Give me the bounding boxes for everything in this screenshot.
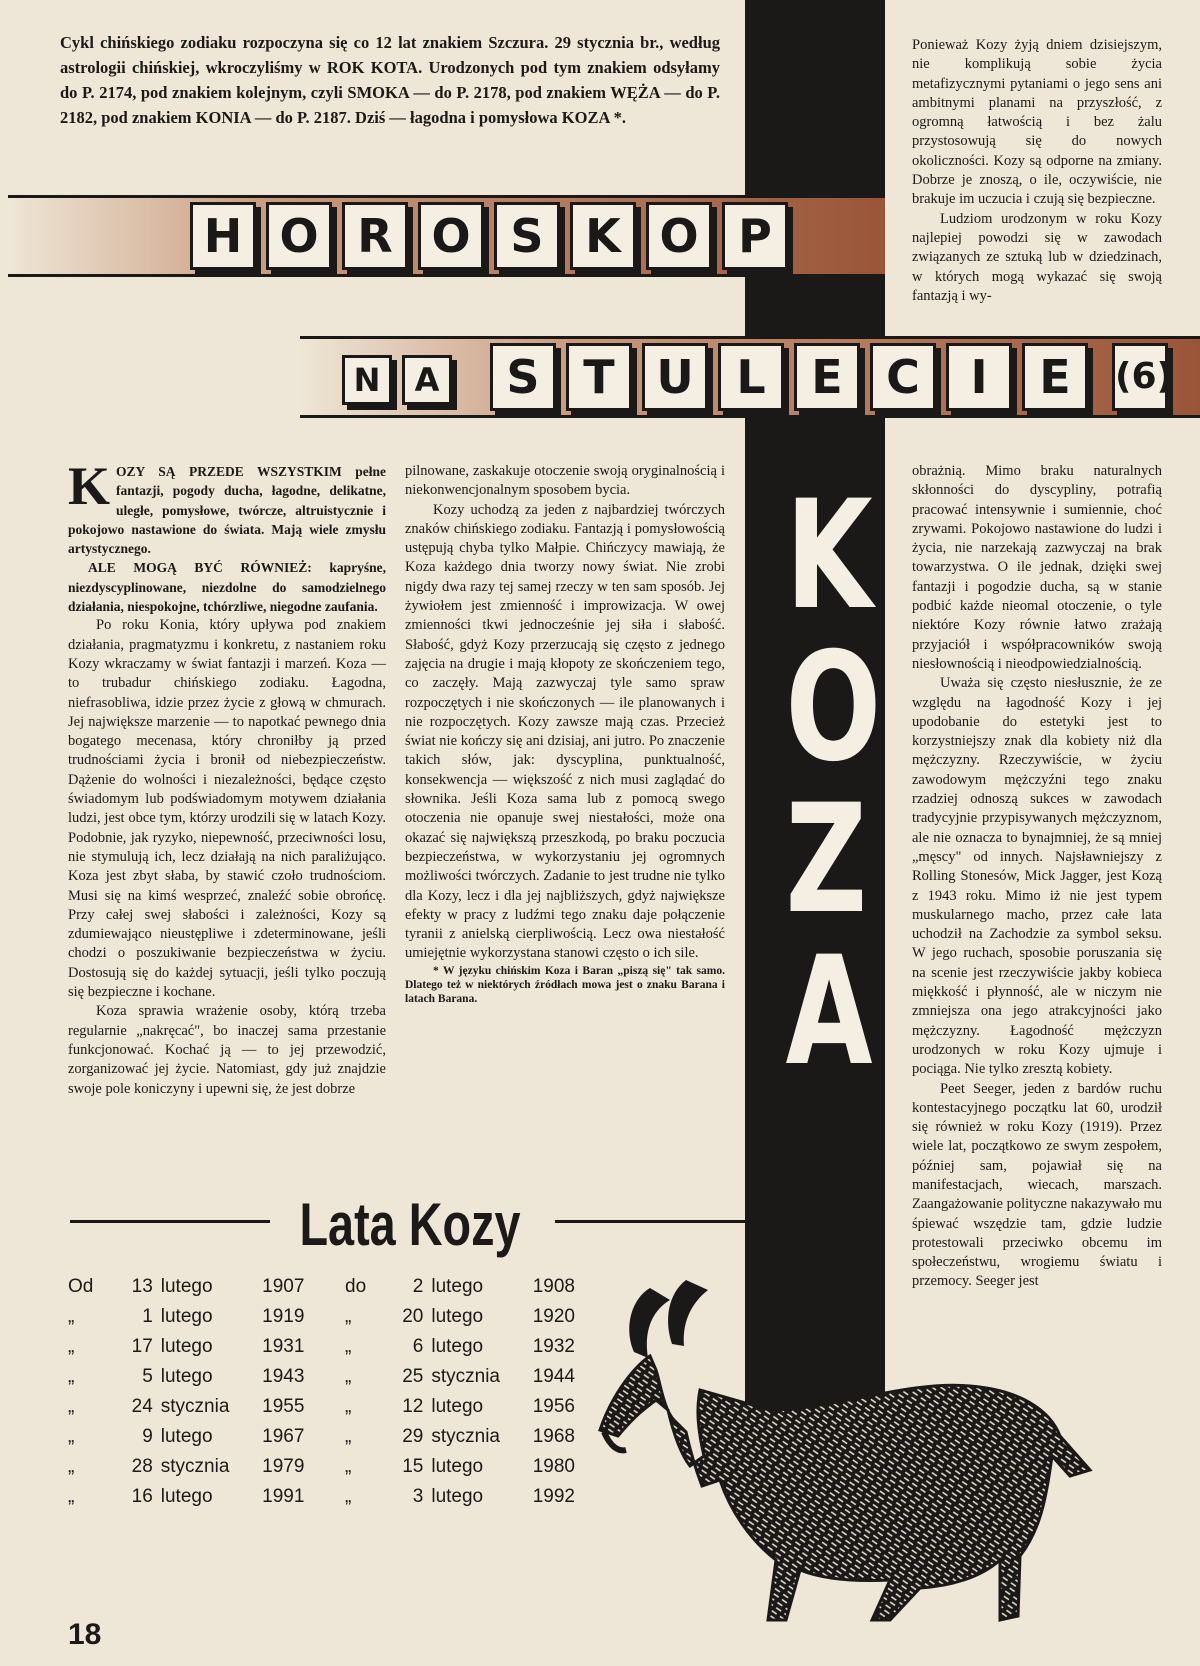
years-cell-m2: lutego bbox=[431, 1276, 484, 1297]
title-stulecie-letter: L bbox=[718, 343, 784, 411]
years-cell-y1: 1919 bbox=[262, 1306, 305, 1327]
years-cell-d2: 6 bbox=[412, 1336, 424, 1357]
koza-letter: A bbox=[785, 925, 873, 1099]
years-cell-od: „ bbox=[68, 1306, 75, 1327]
years-cell-d1: 17 bbox=[131, 1336, 153, 1357]
years-cell-y2: 1908 bbox=[532, 1276, 575, 1297]
years-row bbox=[68, 1302, 588, 1332]
years-cell-d2: 3 bbox=[412, 1486, 424, 1507]
years-cell-m1: lutego bbox=[160, 1366, 213, 1387]
years-cell-od: „ bbox=[68, 1336, 75, 1357]
years-cell-y2: 1968 bbox=[532, 1426, 575, 1447]
years-cell-y1: 1991 bbox=[262, 1486, 305, 1507]
years-row bbox=[68, 1452, 588, 1482]
years-cell-y1: 1907 bbox=[262, 1276, 305, 1297]
years-cell-do: „ bbox=[345, 1366, 352, 1387]
article-paragraph: Po roku Konia, który upływa pod znakiem działania, pragmatyzmu i konkretu, z nastaniem roku Kozy wkraczamy w świat fantazji i marzeń. Koza — to trubadur chińskiego zodiaku. Łagodna, niefrasobliwa, idzie przez życie z głową w chmurach. Jej największe marzenie — to napotkać pewnego dnia bogatego mecenasa, który chroniłby ją przed trudnościami życia i bronił od niebezpieczeństw. Dążenie do wolności i niezależności, będące często świadomym lub podświadomym motywem działania ludzi, jest obce tym, którzy urodzili się w latach Kozy. Podobnie, jak ryzyko, niepewność, przeciwności losu, nie stymulują ich, lecz działają na nich paraliżująco. Koza jest zbyt słaba, by stawić czoło trudnościom. Musi się na kimś wesprzeć, znaleźć sobie obrońcę. Przy całej swej słabości i zależności, Kozy są zdumiewająco nieustępliwe i zdeterminowane, jeśli chodzi o poszukiwanie bezpieczeństwa w życiu. Dostosują się do każdej sytuacji, jeśli tylko poczują się bezpieczne i kochane. bbox=[68, 617, 386, 1001]
footnote: * W języku chińskim Koza i Baran „piszą się" tak samo. Dlatego też w niektórych źródłach mowa jest o znaku Barana i latach Barana. bbox=[405, 964, 725, 1005]
years-cell-d2: 12 bbox=[402, 1396, 424, 1417]
years-cell-od: Od bbox=[68, 1276, 94, 1297]
title-band-stulecie bbox=[300, 336, 1200, 418]
years-row bbox=[68, 1392, 588, 1422]
years-cell-m2: lutego bbox=[431, 1456, 484, 1477]
lead-paragraph: OZY SĄ PRZEDE WSZYSTKIM pełne fantazji, pogody ducha, łagodne, delikatne, uległe, pomysłowe, twórcze, altruistycznie i pokojowo nastawione do świata. Mają wiele zmysłu artystycznego. bbox=[68, 464, 386, 557]
years-cell-do: „ bbox=[345, 1486, 352, 1507]
years-cell-m2: stycznia bbox=[431, 1426, 500, 1447]
title-horoskop bbox=[190, 202, 788, 270]
years-cell-do: „ bbox=[345, 1426, 352, 1447]
years-cell-m2: stycznia bbox=[431, 1366, 500, 1387]
years-cell-y2: 1992 bbox=[532, 1486, 575, 1507]
years-cell-y1: 1967 bbox=[262, 1426, 305, 1447]
title-na bbox=[342, 355, 452, 405]
title-issue-number: (6) bbox=[1112, 343, 1168, 411]
title-horoskop-letter: O bbox=[418, 202, 484, 270]
years-cell-od: „ bbox=[68, 1366, 75, 1387]
years-row bbox=[68, 1422, 588, 1452]
years-cell-m2: lutego bbox=[431, 1396, 484, 1417]
years-cell-y2: 1956 bbox=[532, 1396, 575, 1417]
article-column-1 bbox=[68, 456, 386, 1099]
article-paragraph: Koza sprawia wrażenie osoby, którą trzeba regularnie „nakręcać", bo inaczej sama przestanie funkcjonować. Kochać ją — to jej przewodzić, zorganizować jej życie. Natomiast, gdy już znajdzie swoje pole koniczyny i upewni się, że jest dobrze bbox=[68, 1003, 386, 1097]
years-cell-d2: 15 bbox=[402, 1456, 424, 1477]
years-row bbox=[68, 1362, 588, 1392]
koza-letter: Z bbox=[785, 773, 868, 947]
years-cell-do: „ bbox=[345, 1396, 352, 1417]
years-cell-d2: 2 bbox=[412, 1276, 424, 1297]
years-cell-y2: 1932 bbox=[532, 1336, 575, 1357]
title-horoskop-letter: O bbox=[646, 202, 712, 270]
years-cell-y1: 1943 bbox=[262, 1366, 305, 1387]
years-cell-d1: 9 bbox=[142, 1426, 153, 1447]
title-horoskop-letter: O bbox=[266, 202, 332, 270]
article-column-2 bbox=[405, 462, 725, 1006]
title-stulecie-letter: E bbox=[1022, 343, 1088, 411]
years-cell-d1: 13 bbox=[131, 1276, 153, 1297]
right-top-column bbox=[912, 36, 1162, 306]
title-na-letter: A bbox=[402, 355, 452, 405]
article-paragraph: Kozy uchodzą za jeden z najbardziej twórczych znaków chińskiego zodiaku. Fantazją i pomysłowością ustępują chyba tylko Małpie. Chińczycy mawiają, że Koza każdego dnia tworzy nowy świat. Nie zrobi nigdy dwa razy tej samej rzeczy w ten sam sposób. Jej żywiołem jest zmienność i improwizacja. W owej zmienności tkwi jednocześnie jej siła i słabość. Słabość, gdyż Kozy przerzucają się często z jednego zajęcia na drugie i mają kłopoty ze skończeniem tego, co zaczęły. Mają zazwyczaj tyle samo spraw rozpoczętych i nie skończonych — ile planowanych i nie rozpoczętych. Kozy zawsze mają czas. Przecież świat nie kończy się ani dzisiaj, ani jutro. Po znaczenie takich słów, jak: dyscyplina, punktualność, konsekwencja — większość z nich musi zaglądać do słownika. Jeśli Koza sama lub z pomocą swego otoczenia nie opanuje swej niestałości, może ona okazać się największą przeszkodą, po braku poczucia bezpieczeństwa, w wykorzystaniu jej ogromnych możliwości twórczych. Zadanie to jest trudne nie tylko dla Kozy, lecz i dla jej najbliższych, gdyż największe efekty w pracy z ludźmi tego znaku daje połączenie tyranii z anielską cierpliwością. Lecz owa niestałość umiejętnie wykorzystana stanowi często o ich sile. bbox=[405, 501, 725, 962]
years-cell-y1: 1955 bbox=[262, 1396, 305, 1417]
years-cell-do: „ bbox=[345, 1456, 352, 1477]
years-cell-y1: 1931 bbox=[262, 1336, 305, 1357]
years-cell-d2: 20 bbox=[402, 1306, 424, 1327]
years-cell-od: „ bbox=[68, 1456, 75, 1477]
koza-letter: O bbox=[785, 621, 882, 795]
years-cell-m2: lutego bbox=[431, 1306, 484, 1327]
years-cell-y2: 1980 bbox=[532, 1456, 575, 1477]
article-paragraph: obrażnią. Mimo braku naturalnych skłonności do dyscypliny, potrafią pracować intensywnie i sumiennie, choć zrywami. Pokojowo nastawione do ludzi i życia, nie narzekają zazwyczaj na brak towarzystwa. O ile jednak, dzięki swej fantazji i pogodzie ducha, są w stanie podbić każde nieomal otoczenie, o tyle niektóre Kozy równie łatwo zrażają przyjaciół i współpracowników swoją niesłownością i nieodpowiedzialnością. bbox=[912, 463, 1162, 672]
years-row bbox=[68, 1272, 588, 1302]
years-cell-d2: 25 bbox=[402, 1366, 424, 1387]
dropcap: K bbox=[68, 456, 111, 516]
years-cell-m1: stycznia bbox=[160, 1396, 230, 1417]
years-cell-y2: 1944 bbox=[532, 1366, 575, 1387]
years-cell-do: „ bbox=[345, 1306, 352, 1327]
years-cell-d2: 29 bbox=[402, 1426, 424, 1447]
title-horoskop-letter: R bbox=[342, 202, 408, 270]
years-cell-d1: 24 bbox=[131, 1396, 153, 1417]
years-cell-y2: 1920 bbox=[532, 1306, 575, 1327]
title-stulecie-letter: C bbox=[870, 343, 936, 411]
years-cell-m1: lutego bbox=[160, 1306, 213, 1327]
years-cell-do: do bbox=[345, 1276, 367, 1297]
koza-letter: K bbox=[785, 469, 873, 643]
title-stulecie-letter: I bbox=[946, 343, 1012, 411]
title-band-horoskop bbox=[8, 195, 885, 277]
years-cell-d1: 16 bbox=[131, 1486, 153, 1507]
lata-kozy-title: Lata Kozy bbox=[299, 1191, 521, 1258]
right-top-paragraph: Ludziom urodzonym w roku Kozy najlepiej powodzi się w zawodach związanych ze sztuką lub w dziedzinach, w których mogą wykazać się swoją fantazją i wy- bbox=[912, 210, 1162, 304]
article-paragraph: pilnowane, zaskakuje otoczenie swoją oryginalnością i niekonwencjonalnym sposobem bycia. bbox=[405, 463, 725, 499]
right-top-paragraph: Ponieważ Kozy żyją dniem dzisiejszym, nie komplikują sobie życia metafizycznymi pytaniami o jego sens ani ambitnymi planami na przyszłość, z ogromną łatwością i bez żalu przystosowują się do nowych okoliczności. Kozy są odporne na zmiany. Dobrze je znoszą, o ile, oczywiście, nie brakuje im uczucia i czują się bezpieczne. bbox=[912, 37, 1162, 208]
years-cell-m1: lutego bbox=[160, 1336, 213, 1357]
lead-paragraph-2: ALE MOGĄ BYĆ RÓWNIEŻ: kapryśne, niezdyscyplinowane, niezdolne do samodzielnego działania, niespokojne, tchórzliwe, niegodne zaufania. bbox=[68, 560, 386, 615]
title-stulecie-letter: E bbox=[794, 343, 860, 411]
article-paragraph: Peet Seeger, jeden z bardów ruchu kontestacyjnego początku lat 60, urodził się również w roku Kozy (1919). Przez wiele lat, początkowo ze swym zespołem, później sam, pojawiał się na manifestacjach, wiecach, marszach. Zaangażowanie polityczne nakazywało mu śpiewać wszędzie tam, gdzie ludzie protestowali przeciwko obcemu im społeczeństwu, wrogiemu światu i przemocy. Seeger jest bbox=[912, 1080, 1163, 1290]
title-stulecie-letter: U bbox=[642, 343, 708, 411]
years-cell-m2: lutego bbox=[431, 1486, 484, 1507]
years-cell-d1: 1 bbox=[142, 1306, 153, 1327]
years-cell-od: „ bbox=[68, 1396, 75, 1417]
years-cell-m1: lutego bbox=[160, 1486, 213, 1507]
years-cell-m2: lutego bbox=[431, 1336, 484, 1357]
title-stulecie-letter: T bbox=[566, 343, 632, 411]
years-cell-od: „ bbox=[68, 1426, 75, 1447]
years-cell-m1: stycznia bbox=[160, 1456, 230, 1477]
goat-illustration bbox=[590, 1260, 1110, 1640]
title-horoskop-letter: P bbox=[722, 202, 788, 270]
years-cell-m1: lutego bbox=[160, 1426, 213, 1447]
title-horoskop-letter: K bbox=[570, 202, 636, 270]
years-cell-m1: lutego bbox=[160, 1276, 213, 1297]
title-na-letter: N bbox=[342, 355, 392, 405]
years-row bbox=[68, 1482, 588, 1512]
article-paragraph: Uważa się często niesłusznie, że ze względu na łagodność Kozy i jej upodobanie do estetyki jest to korzystniejszy znak dla kobiety niż dla mężczyzny. Rzeczywiście, w życiu zawodowym mężczyźni tego znaku rzadziej odnoszą sukces w zawodach tradycyjnie przypisywanych mężczyznom, ale nie oznacza to bynajmniej, że są mniej „męscy" od innych. Najsławniejszy z Rolling Stonesów, Mick Jagger, jest Kozą z 1943 roku. Mimo iż nie jest typem muskularnego macho, przez całe lata uchodził na Zachodzie za symbol seksu. W jego ruchach, sposobie poruszania się na scenie jest rzeczywiście jakby kobieca miękkość i płynność, ale w niczym nie zmniejsza ona jego atrakcyjności jako mężczyzny. Łagodność mężczyzn urodzonych w roku Kozy ujmuje i pociąga. Nie tylko zresztą kobiety. bbox=[912, 675, 1162, 1078]
intro-text: Cykl chińskiego zodiaku rozpoczyna się co 12 lat znakiem Szczura. 29 stycznia br., według astrologii chińskiej, wkroczyliśmy w ROK KOTA. Urodzonych pod tym znakiem odsyłamy do P. 2174, pod znakiem kolejnym, czyli SMOKA — do P. 2178, pod znakiem WĘŻA — do P. 2182, pod znakiem KONIA — do P. 2187. Dziś — łagodna i pomysłowa KOZA *. bbox=[60, 33, 720, 127]
years-row bbox=[68, 1332, 588, 1362]
koza-vertical-title bbox=[785, 469, 882, 1099]
years-cell-od: „ bbox=[68, 1486, 75, 1507]
years-cell-do: „ bbox=[345, 1336, 352, 1357]
years-table bbox=[68, 1272, 588, 1512]
title-stulecie-letter: S bbox=[490, 343, 556, 411]
years-cell-y1: 1979 bbox=[262, 1456, 305, 1477]
years-cell-d1: 5 bbox=[142, 1366, 153, 1387]
years-cell-d1: 28 bbox=[131, 1456, 153, 1477]
article-column-3 bbox=[912, 462, 1162, 1292]
title-stulecie bbox=[490, 343, 1088, 411]
page-number: 18 bbox=[68, 1618, 102, 1651]
title-horoskop-letter: S bbox=[494, 202, 560, 270]
title-horoskop-letter: H bbox=[190, 202, 256, 270]
